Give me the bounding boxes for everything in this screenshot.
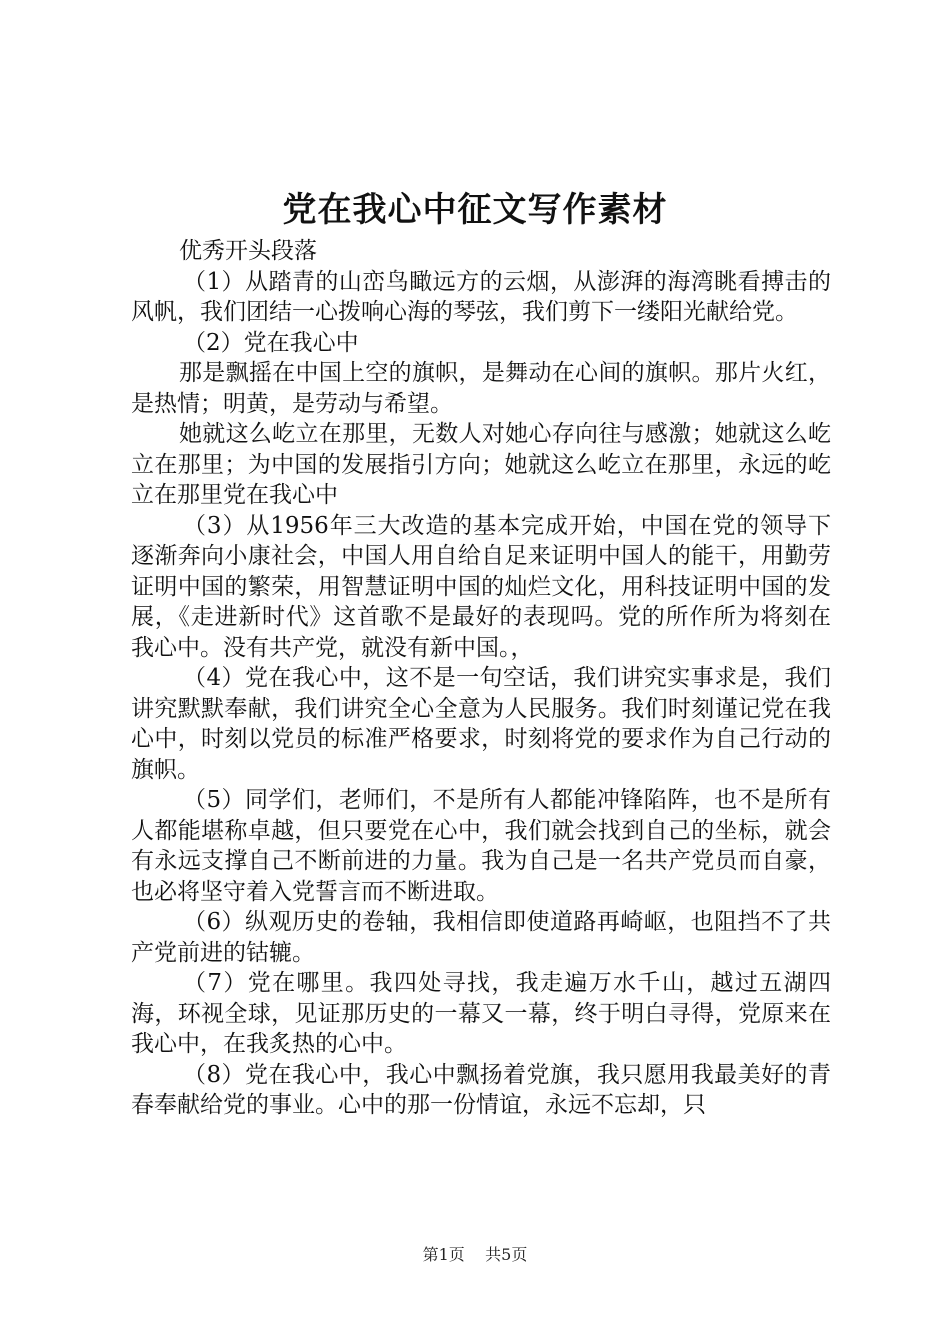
paragraph-3: 那是飘摇在中国上空的旗帜，是舞动在心间的旗帜。那片火红，是热情；明黄，是劳动与希望。 (131, 360, 831, 417)
footer-spacer (470, 1245, 480, 1264)
paragraph-9: （7）党在哪里。我四处寻找，我走遍万水千山，越过五湖四海，环视全球，见证那历史的一幕又一幕，终于明白寻得，党原来在我心中，在我炙热的心中。 (131, 970, 831, 1057)
paragraph-5: （3）从1956年三大改造的基本完成开始，中国在党的领导下逐渐奔向小康社会，中国人用自给自足来证明中国人的能干，用勤劳证明中国的繁荣，用智慧证明中国的灿烂文化，用科技证明中国的发展，《走进新时代》这首歌不是最好的表现吗。党的所作所为将刻在我心中。没有共产党，就没有新中国。， (131, 512, 831, 661)
paragraph-6: （4）党在我心中，这不是一句空话，我们讲究实事求是，我们讲究默默奉献，我们讲究全心全意为人民服务。我们时刻谨记党在我心中，时刻以党员的标准严格要求，时刻将党的要求作为自己行动的旗帜。 (131, 665, 831, 783)
total-pages: 共5页 (485, 1245, 528, 1264)
section-heading: 优秀开头段落 (179, 238, 317, 264)
page-number: 第1页 (422, 1245, 465, 1264)
paragraph-7: （5）同学们，老师们，不是所有人都能冲锋陷阵，也不是所有人都能堪称卓越，但只要党在心中，我们就会找到自己的坐标，就会有永远支撑自己不断前进的力量。我为自己是一名共产党员而自豪，也必将坚守着入党誓言而不断进取。 (131, 787, 831, 905)
paragraph-1: （1）从踏青的山峦鸟瞰远方的云烟，从澎湃的海湾眺看搏击的风帆，我们团结一心拨响心海的琴弦，我们剪下一缕阳光献给党。 (131, 268, 831, 325)
paragraph-8: （6）纵观历史的卷轴，我相信即使道路再崎岖，也阻挡不了共产党前进的钴辘。 (131, 909, 831, 966)
page-footer (0, 1245, 950, 1265)
document-body (131, 236, 831, 1121)
paragraph-4: 她就这么屹立在那里，无数人对她心存向往与感激；她就这么屹立在那里；为中国的发展指引方向；她就这么屹立在那里，永远的屹立在那里党在我心中 (131, 421, 831, 508)
document-title: 党在我心中征文写作素材 (282, 190, 668, 230)
paragraph-2: （2）党在我心中 (183, 329, 359, 356)
paragraph-10: （8）党在我心中，我心中飘扬着党旗，我只愿用我最美好的青春奉献给党的事业。心中的那一份情谊，永远不忘却，只 (131, 1061, 831, 1118)
